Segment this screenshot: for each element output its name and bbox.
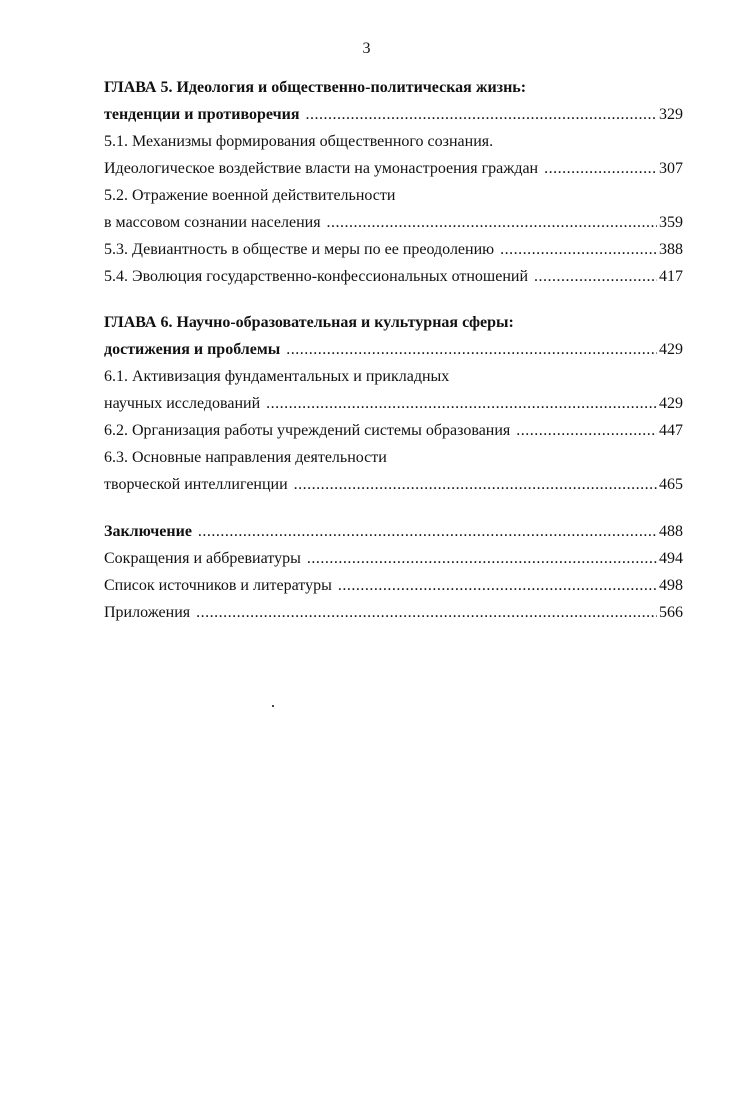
section-5-3-entry (104, 236, 683, 263)
dot-leader (294, 471, 657, 498)
section-5-1-line-1: 5.1. Механизмы формирования общественного сознания. (104, 133, 494, 150)
section-6-3-line-1: 6.3. Основные направления деятельности (104, 449, 387, 466)
section-6-2-page: 447 (659, 422, 683, 439)
appendices-title: Приложения (104, 604, 191, 621)
spacer (104, 290, 683, 309)
section-5-2-heading (104, 182, 683, 209)
dot-leader (305, 101, 657, 128)
dot-leader (544, 155, 657, 182)
sources-entry (104, 572, 683, 599)
chapter-6-title-entry (104, 336, 683, 363)
section-5-2-page: 359 (659, 214, 683, 231)
section-6-1-heading (104, 363, 683, 390)
chapter-6-page: 429 (659, 341, 683, 358)
section-6-3-line-2: творческой интеллигенции (104, 476, 288, 493)
section-5-4-page: 417 (659, 268, 683, 285)
section-5-3-title: 5.3. Девиантность в обществе и меры по ее преодолению (104, 241, 495, 258)
section-6-1-page: 429 (659, 395, 683, 412)
appendices-page: 566 (659, 604, 683, 621)
section-5-3-page: 388 (659, 241, 683, 258)
section-5-1-line-2: Идеологическое воздействие власти на умонастроения граждан (104, 160, 539, 177)
dot-leader (198, 518, 657, 545)
conclusion-entry (104, 518, 683, 545)
section-5-1-entry (104, 155, 683, 182)
section-5-2-line-1: 5.2. Отражение военной действительности (104, 187, 396, 204)
dot-leader (307, 545, 657, 572)
section-5-4-title: 5.4. Эволюция государственно-конфессиональных отношений (104, 268, 529, 285)
section-6-1-line-2: научных исследований (104, 395, 261, 412)
conclusion-page: 488 (659, 523, 683, 540)
abbreviations-entry (104, 545, 683, 572)
section-5-2-entry (104, 209, 683, 236)
spacer (104, 498, 683, 518)
section-6-2-title: 6.2. Организация работы учреждений системы образования (104, 422, 511, 439)
sources-page: 498 (659, 577, 683, 594)
dot-leader (266, 390, 657, 417)
dot-leader (338, 572, 657, 599)
chapter-5-title-entry (104, 101, 683, 128)
section-6-3-page: 465 (659, 476, 683, 493)
chapter-6-title (104, 309, 683, 336)
conclusion-title: Заключение (104, 523, 192, 540)
section-6-1-line-1: 6.1. Активизация фундаментальных и прикладных (104, 368, 450, 385)
section-5-1-heading (104, 128, 683, 155)
section-5-1-page: 307 (659, 160, 683, 177)
dot-leader (327, 209, 657, 236)
page-number: 3 (362, 40, 371, 57)
dot-leader (286, 336, 657, 363)
chapter-5-page: 329 (659, 106, 683, 123)
table-of-contents (104, 74, 683, 626)
dot-leader (500, 236, 657, 263)
chapter-5-title-line-2: тенденции и противоречия (104, 106, 300, 123)
chapter-6-title-line-1: ГЛАВА 6. Научно-образовательная и культурная сферы: (104, 314, 514, 331)
section-6-3-heading (104, 444, 683, 471)
chapter-6-title-line-2: достижения и проблемы (104, 341, 281, 358)
dot-leader (196, 599, 657, 626)
section-5-4-entry (104, 263, 683, 290)
abbreviations-title: Сокращения и аббревиатуры (104, 550, 301, 567)
sources-title: Список источников и литературы (104, 577, 332, 594)
dot-leader (516, 417, 657, 444)
section-6-1-entry (104, 390, 683, 417)
chapter-5-title-line-1: ГЛАВА 5. Идеология и общественно-политическая жизнь: (104, 79, 527, 96)
dot-leader (534, 263, 657, 290)
abbreviations-page: 494 (659, 550, 683, 567)
chapter-5-title (104, 74, 683, 101)
section-6-2-entry (104, 417, 683, 444)
appendices-entry (104, 599, 683, 626)
section-6-3-entry (104, 471, 683, 498)
scan-speck (272, 705, 274, 707)
section-5-2-line-2: в массовом сознании населения (104, 214, 321, 231)
